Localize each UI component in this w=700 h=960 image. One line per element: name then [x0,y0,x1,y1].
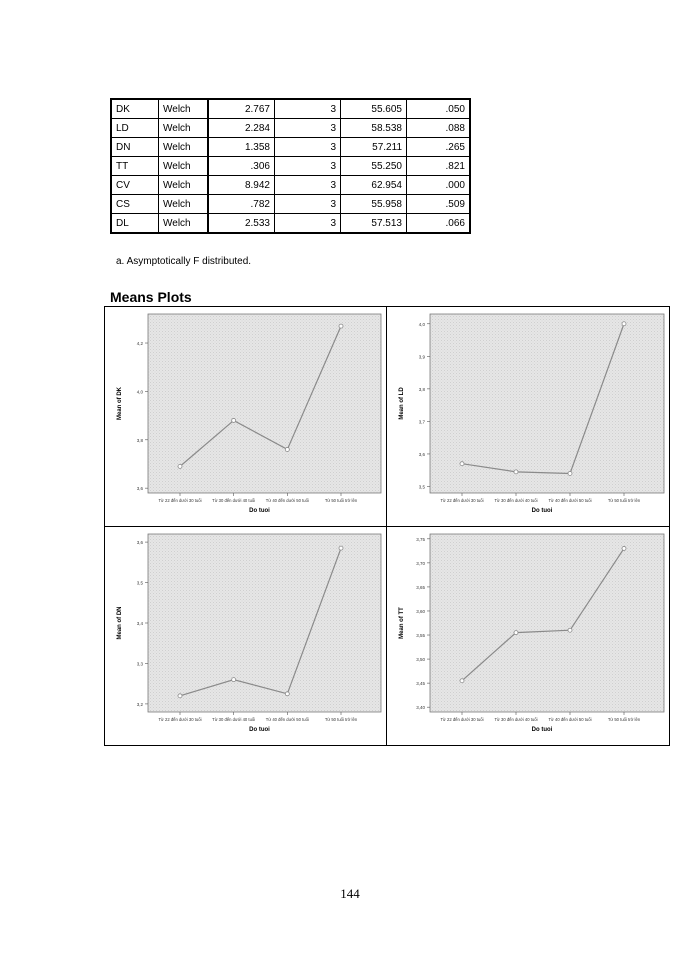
data-point [622,322,626,326]
y-tick-label: 3,3 [136,661,143,667]
means-plot-dk [105,307,386,526]
table-footnote: a. Asymptotically F distributed. [116,256,252,267]
x-tick-label: Từ 50 tuổi trở lên [324,498,358,503]
data-point [285,447,289,451]
x-tick-label: Từ 30 đến dưới 40 tuổi [212,498,256,503]
y-tick-label: 3,70 [416,560,425,566]
means-plot-dn [105,527,386,745]
x-tick-label: Từ 30 đến dưới 40 tuổi [494,498,538,503]
x-tick-label: Từ 30 đến dưới 40 tuổi [494,717,538,722]
data-point [460,679,464,683]
table-cell: 55.605 [341,99,407,119]
y-tick-label: 3,6 [418,451,425,457]
x-tick-label: Từ 40 đến dưới 50 tuổi [548,717,592,722]
table-cell: 3 [275,176,341,195]
y-tick-label: 3,6 [136,486,143,492]
x-tick-label: Từ 22 đến dưới 30 tuổi [158,717,202,722]
table-row [111,119,470,138]
y-tick-label: 3,6 [136,540,143,546]
table-cell: 3 [275,195,341,214]
table-cell: 3 [275,157,341,176]
table-cell: 58.538 [341,119,407,138]
table-row [111,99,470,119]
x-tick-label: Từ 40 đến dưới 50 tuổi [265,498,309,503]
table-cell: .088 [407,119,471,138]
table-cell: Welch [159,119,209,138]
table-cell: 3 [275,119,341,138]
y-tick-label: 3,60 [416,608,425,614]
x-tick-label: Từ 50 tuổi trở lên [607,498,641,503]
data-point [460,462,464,466]
data-point [339,324,343,328]
table-cell: .050 [407,99,471,119]
y-tick-label: 3,2 [136,701,143,707]
table-cell: 3 [275,214,341,234]
table-row [111,138,470,157]
x-tick-label: Từ 40 đến dưới 50 tuổi [548,498,592,503]
y-axis-label: Mean of DN [117,606,123,640]
y-tick-label: 4,0 [418,321,425,327]
table-row [111,176,470,195]
row-label-cell: CS [111,195,159,214]
means-plot-ld [387,307,669,526]
y-tick-label: 3,75 [416,536,425,542]
table-cell: .265 [407,138,471,157]
table-cell: Welch [159,157,209,176]
table-cell: 2.767 [208,99,275,119]
table-cell: 55.958 [341,195,407,214]
x-axis-label: Do tuoi [249,727,270,733]
welch-test-table [110,98,471,234]
row-label-cell: DL [111,214,159,234]
table-cell: 3 [275,99,341,119]
x-tick-label: Từ 40 đến dưới 50 tuổi [265,717,309,722]
row-label-cell: DK [111,99,159,119]
table-cell: 62.954 [341,176,407,195]
row-label-cell: TT [111,157,159,176]
y-tick-label: 3,8 [136,437,143,443]
data-point [178,464,182,468]
table-cell: 3 [275,138,341,157]
table-cell: 8.942 [208,176,275,195]
x-axis-label: Do tuoi [531,727,553,733]
plot-area [430,314,664,493]
y-axis-label: Mean of TT [399,607,405,639]
means-plots-grid [104,306,670,746]
y-tick-label: 3,5 [136,580,143,586]
y-tick-label: 3,4 [136,621,143,626]
plot-area [148,534,381,712]
data-point [232,678,236,682]
means-plot-tt [387,527,669,745]
table-cell: .306 [208,157,275,176]
y-tick-label: 4,0 [136,389,143,395]
y-axis-label: Mean of DK [117,387,123,420]
x-axis-label: Do tuoi [531,508,553,514]
y-tick-label: 3,65 [416,584,425,590]
row-label-cell: DN [111,138,159,157]
table-cell: 57.513 [341,214,407,234]
data-point [178,694,182,698]
x-tick-label: Từ 50 tuổi trở lên [607,717,641,722]
data-point [514,470,518,474]
data-point [568,628,572,632]
y-tick-label: 3,5 [418,484,425,490]
y-axis-label: Mean of LD [399,387,405,420]
means-plots-title: Means Plots [110,289,192,305]
table-cell: Welch [159,214,209,234]
y-tick-label: 4,2 [136,341,143,347]
table-cell: Welch [159,138,209,157]
table-cell: 2.533 [208,214,275,234]
x-tick-label: Từ 22 đến dưới 30 tuổi [158,498,202,503]
y-tick-label: 3,7 [418,419,425,425]
table-cell: .000 [407,176,471,195]
table-cell: Welch [159,195,209,214]
y-tick-label: 3,8 [418,386,425,392]
table-row [111,214,470,234]
table-row [111,157,470,176]
plot-area [430,534,664,712]
table-cell: Welch [159,99,209,119]
table-row [111,195,470,214]
table-cell: 57.211 [341,138,407,157]
table-cell: 1.358 [208,138,275,157]
welch-test-table-body [111,99,470,233]
data-point [622,546,626,550]
page-number: 144 [340,886,360,901]
y-tick-label: 3,45 [416,681,425,687]
table-cell: .066 [407,214,471,234]
plot-area [148,314,381,493]
row-label-cell: CV [111,176,159,195]
x-tick-label: Từ 22 đến dưới 30 tuổi [440,717,484,722]
table-cell: .782 [208,195,275,214]
y-tick-label: 3,55 [416,633,425,639]
table-cell: 2.284 [208,119,275,138]
table-cell: Welch [159,176,209,195]
data-point [514,631,518,635]
y-tick-label: 3,9 [418,354,425,360]
y-tick-label: 3,40 [416,705,425,711]
x-tick-label: Từ 30 đến dưới 40 tuổi [212,717,256,722]
x-tick-label: Từ 50 tuổi trở lên [324,717,358,722]
row-label-cell: LD [111,119,159,138]
data-point [568,471,572,475]
table-cell: .821 [407,157,471,176]
x-axis-label: Do tuoi [249,508,270,514]
data-point [232,418,236,422]
y-tick-label: 3,50 [416,657,425,663]
data-point [339,546,343,550]
table-cell: .509 [407,195,471,214]
table-cell: 55.250 [341,157,407,176]
x-tick-label: Từ 22 đến dưới 30 tuổi [440,498,484,503]
data-point [285,692,289,696]
